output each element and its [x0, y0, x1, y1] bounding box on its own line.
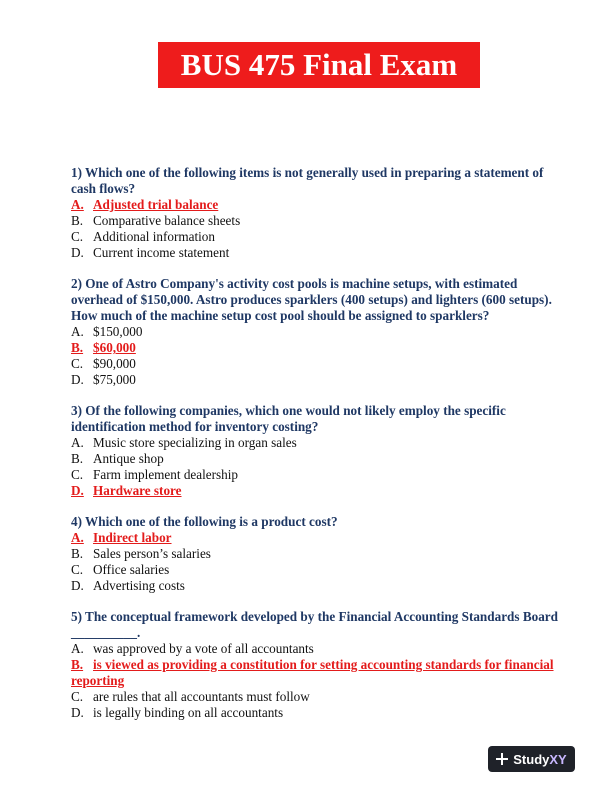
question-1 [71, 165, 571, 261]
question-text: 4) Which one of the following is a product cost? [71, 514, 338, 529]
option-b-correct: B. $60,000 [71, 340, 136, 355]
plus-icon [496, 753, 508, 765]
option-a: A. was approved by a vote of all accountants [71, 641, 314, 656]
option-d: D. is legally binding on all accountants [71, 705, 284, 720]
option-a-correct: A. Adjusted trial balance [71, 197, 219, 212]
option-c: C. Office salaries [71, 562, 170, 577]
option-d: D. Current income statement [71, 245, 230, 260]
exam-title: BUS 475 Final Exam [158, 42, 480, 88]
question-text: 2) One of Astro Company's activity cost pools is machine setups, with estimated overhead of $150,000. Astro produces sparklers (400 setups) and lighters (600 setups). How much of the machine setup cost pool should be assigned to sparklers? [71, 276, 552, 323]
option-a-correct: A. Indirect labor [71, 530, 172, 545]
option-b: B. Antique shop [71, 451, 164, 466]
option-c: C. are rules that all accountants must follow [71, 689, 310, 704]
question-2 [71, 276, 571, 388]
option-c: C. Additional information [71, 229, 215, 244]
question-text: 3) Of the following companies, which one would not likely employ the specific identification method for inventory costing? [71, 403, 506, 434]
question-list [71, 165, 571, 736]
option-a: A. Music store specializing in organ sales [71, 435, 297, 450]
option-d: D. Advertising costs [71, 578, 185, 593]
studyxy-logo [488, 746, 575, 772]
option-c: C. $90,000 [71, 356, 136, 371]
option-b-correct: B. is viewed as providing a constitution for setting accounting standards for financial reporting [71, 657, 554, 688]
question-3 [71, 403, 571, 499]
question-5 [71, 609, 571, 721]
question-4 [71, 514, 571, 594]
question-text: 5) The conceptual framework developed by the Financial Accounting Standards Board __________. [71, 609, 558, 640]
option-d-correct: D. Hardware store [71, 483, 182, 498]
option-b: B. Comparative balance sheets [71, 213, 241, 228]
option-a: A. $150,000 [71, 324, 143, 339]
option-c: C. Farm implement dealership [71, 467, 239, 482]
option-b: B. Sales person’s salaries [71, 546, 211, 561]
option-d: D. $75,000 [71, 372, 136, 387]
question-text: 1) Which one of the following items is not generally used in preparing a statement of cash flows? [71, 165, 544, 196]
logo-text: StudyXY [513, 751, 567, 767]
